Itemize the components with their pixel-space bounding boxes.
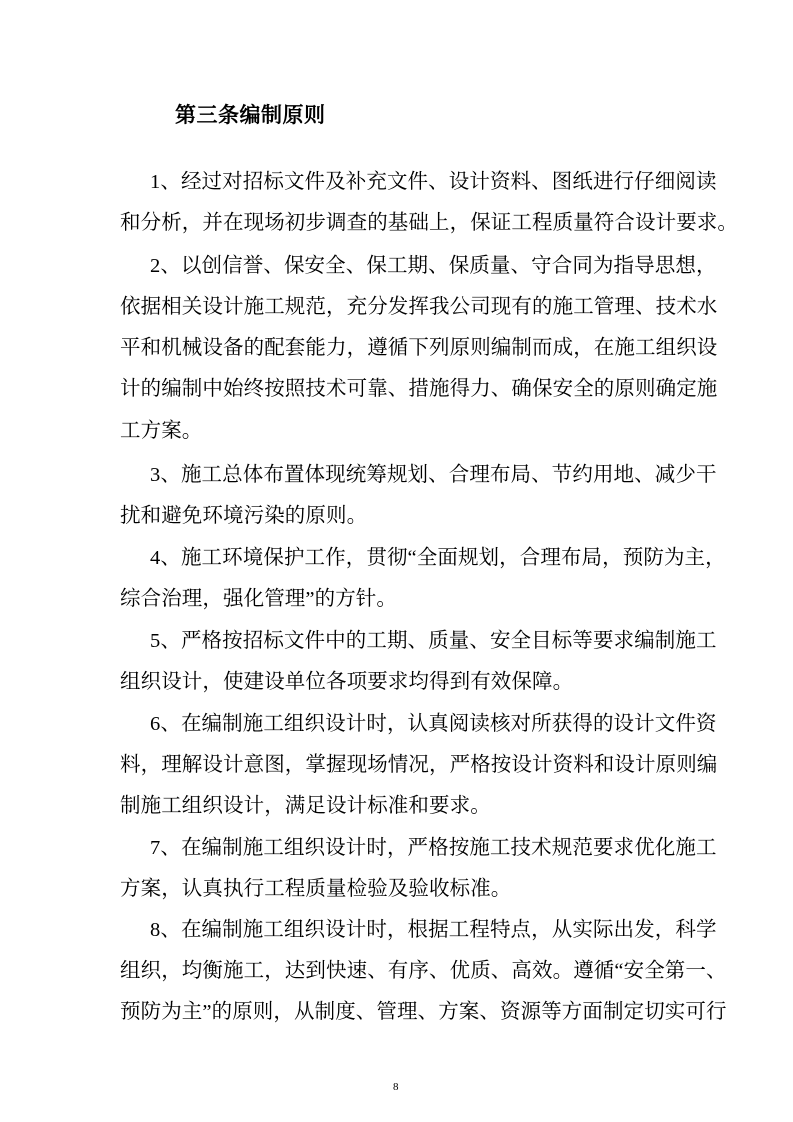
paragraph-line: 组织，均衡施工，达到快速、有序、优质、高效。遵循“安全第一、 [120, 960, 727, 982]
paragraph-line: 和分析，并在现场初步调查的基础上，保证工程质量符合设计要求。 [120, 212, 738, 234]
paragraph-line: 工方案。 [120, 420, 203, 442]
section-title: 第三条编制原则 [175, 103, 326, 127]
paragraph-line: 3、施工总体布置体现统筹规划、合理布局、节约用地、减少干 [150, 464, 717, 486]
paragraph-line: 综合治理，强化管理”的方针。 [120, 588, 397, 610]
paragraph-line: 4、施工环境保护工作，贯彻“全面规划，合理布局，预防为主， [150, 547, 726, 569]
paragraph-line: 8、在编制施工组织设计时，根据工程特点，从实际出发，科学 [150, 919, 717, 941]
paragraph-line: 组织设计，使建设单位各项要求均得到有效保障。 [120, 671, 574, 693]
page-number: 8 [393, 1081, 399, 1093]
paragraph-line: 6、在编制施工组织设计时，认真阅读核对所获得的设计文件资 [150, 713, 717, 735]
paragraph-line: 5、严格按招标文件中的工期、质量、安全目标等要求编制施工 [150, 630, 717, 652]
paragraph-line: 制施工组织设计，满足设计标准和要求。 [120, 795, 491, 817]
paragraph-line: 7、在编制施工组织设计时，严格按施工技术规范要求优化施工 [150, 837, 717, 859]
paragraph-line: 平和机械设备的配套能力，遵循下列原则编制而成，在施工组织设 [120, 337, 718, 359]
paragraph-line: 依据相关设计施工规范，充分发挥我公司现有的施工管理、技术水 [120, 296, 718, 318]
paragraph-line: 扰和避免环境污染的原则。 [120, 505, 368, 527]
paragraph-line: 预防为主”的原则，从制度、管理、方案、资源等方面制定切实可行 [120, 1001, 727, 1023]
paragraph-line: 料，理解设计意图，掌握现场情况，严格按设计资料和设计原则编 [120, 754, 718, 776]
paragraph-line: 1、经过对招标文件及补充文件、设计资料、图纸进行仔细阅读 [150, 171, 717, 193]
paragraph-line: 方案，认真执行工程质量检验及验收标准。 [120, 878, 512, 900]
paragraph-line: 2、以创信誉、保安全、保工期、保质量、守合同为指导思想， [150, 255, 717, 277]
paragraph-line: 计的编制中始终按照技术可靠、措施得力、确保安全的原则确定施 [120, 378, 718, 400]
